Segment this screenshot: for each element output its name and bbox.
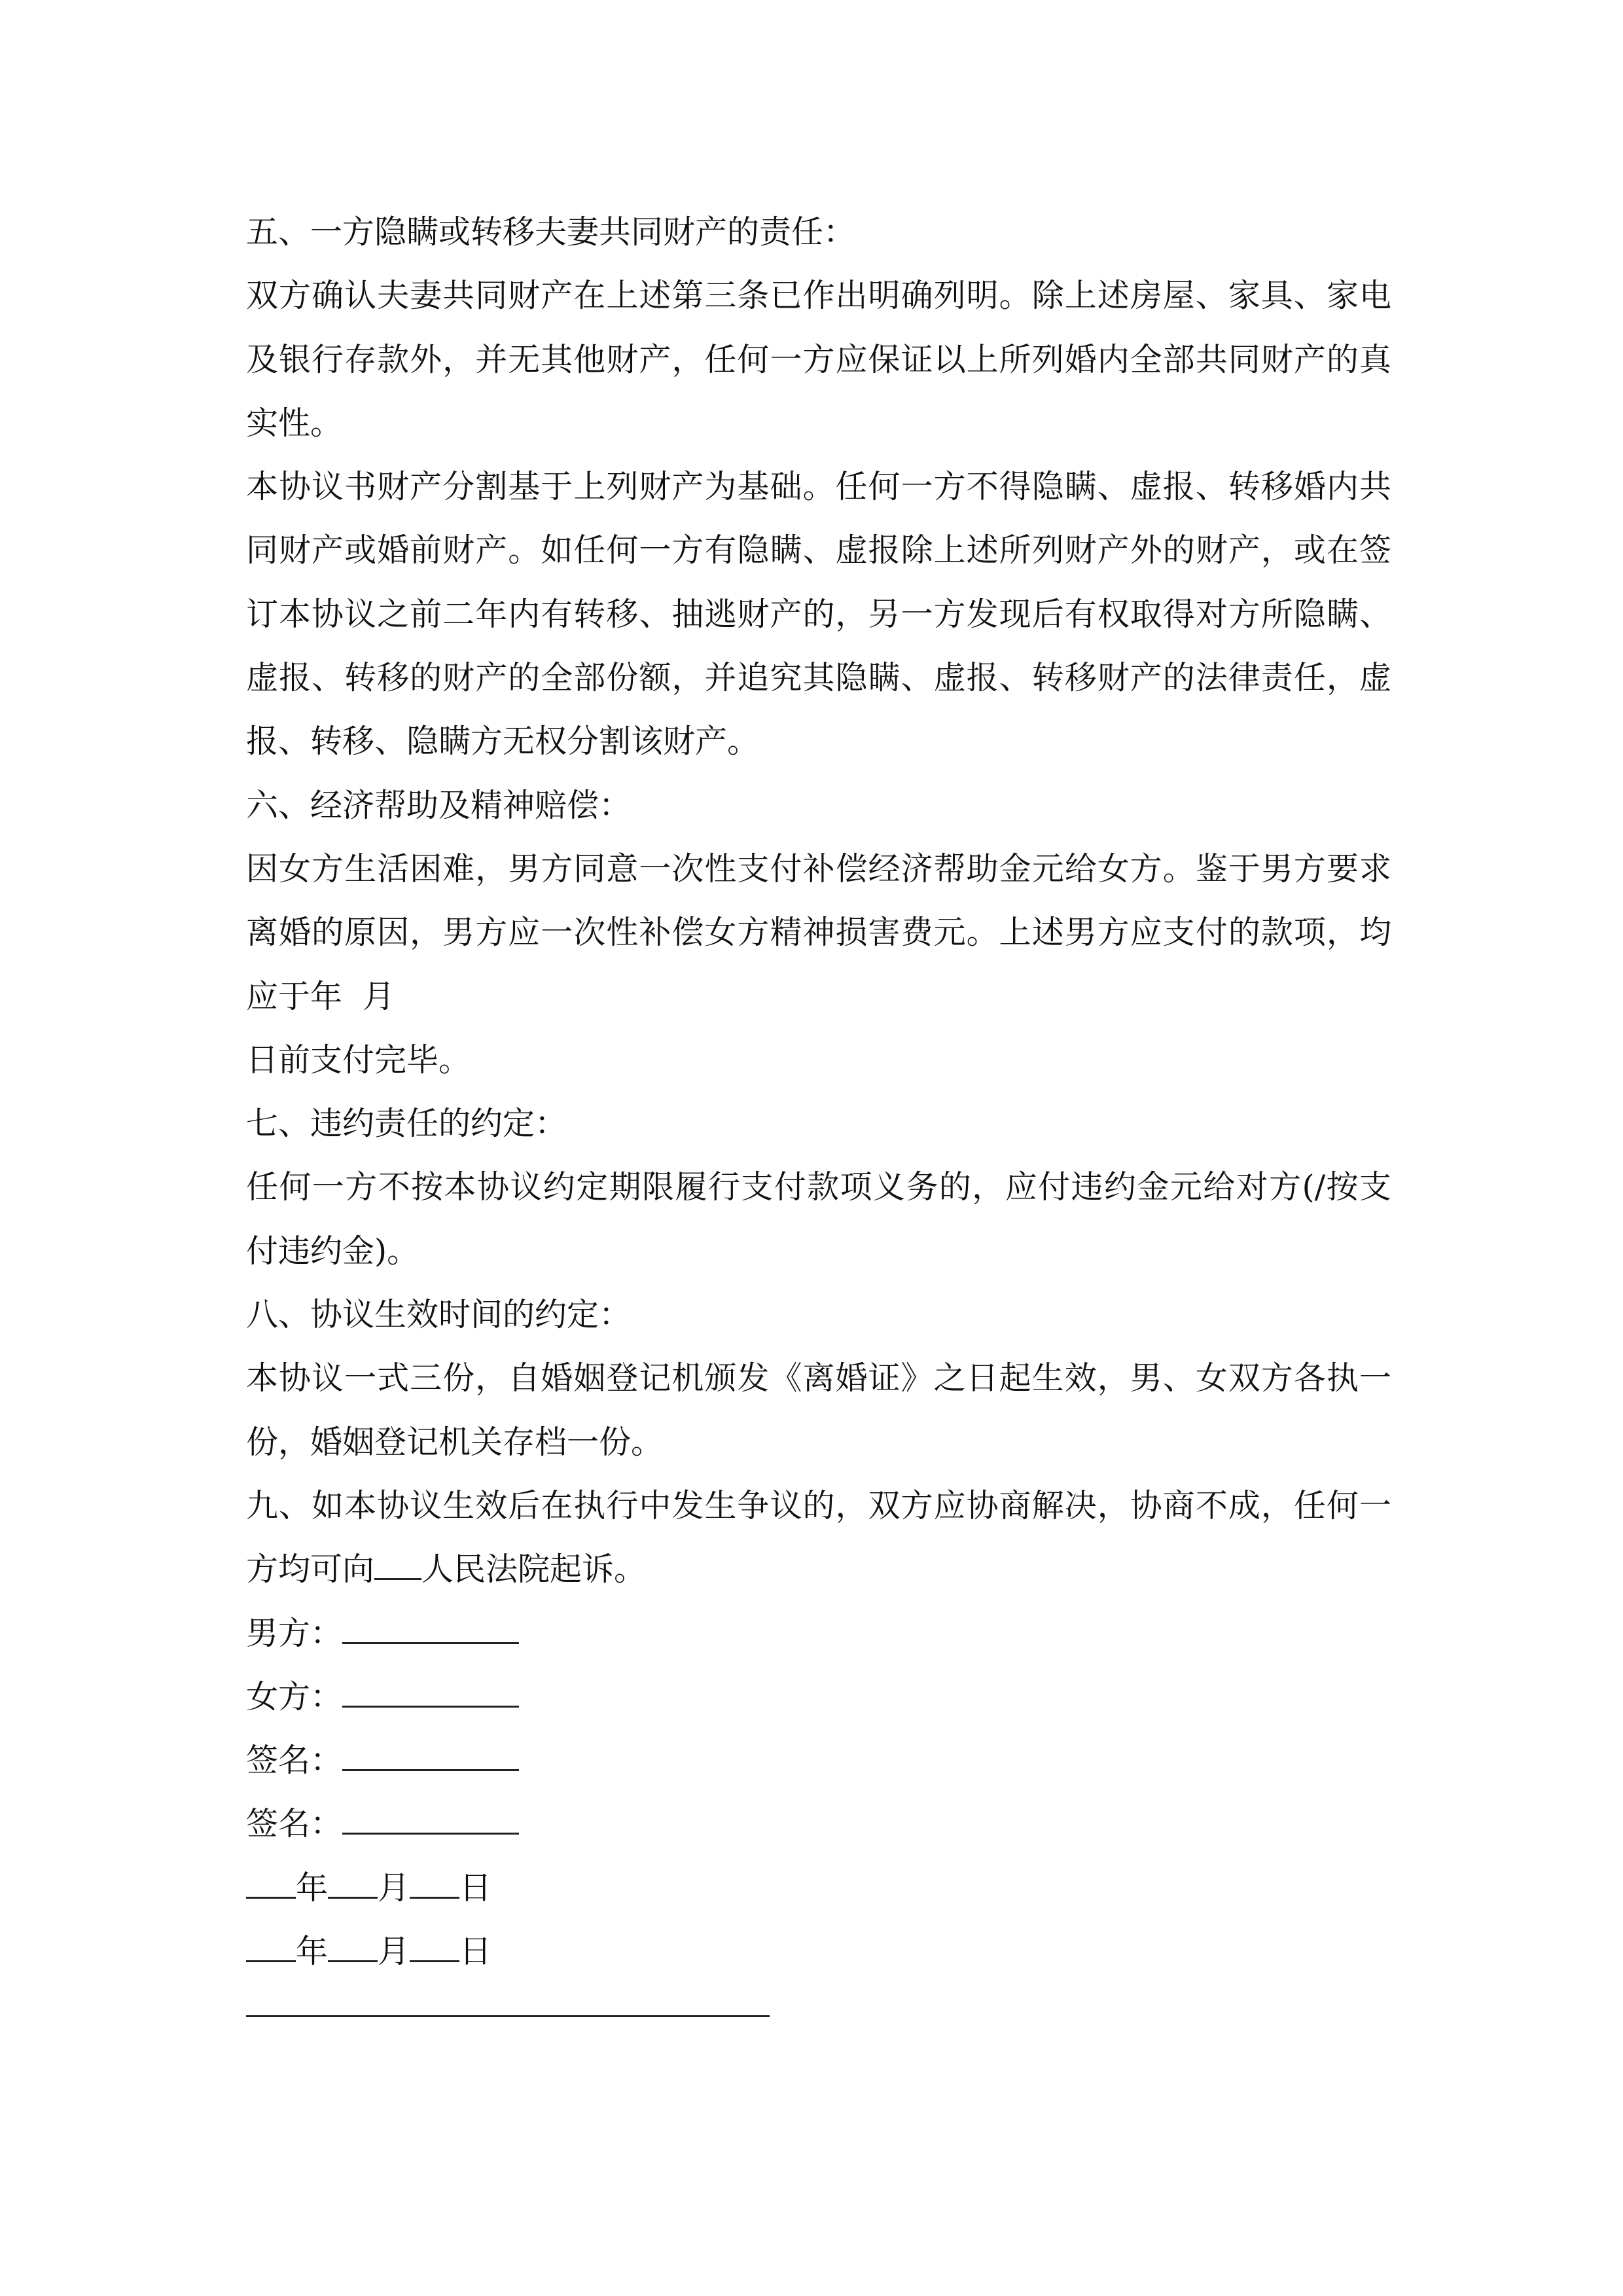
paragraph-line: 订本协议之前二年内有转移、抽逃财产的，另一方发现后有权取得对方所隐瞒、 <box>246 595 1391 633</box>
day-label: 日 <box>459 1933 492 1971</box>
paragraph-line: 离婚的原因，男方应一次性补偿女方精神损害费元。上述男方应支付的款项，均 <box>246 914 1391 952</box>
paragraph-line: 任何一方不按本协议约定期限履行支付款项义务的，应付违约金元给对方(/按支 <box>246 1168 1391 1206</box>
document-body <box>246 200 1391 1983</box>
date-row-2 <box>246 1920 1391 1983</box>
paragraph-line: 本协议一式三份，自婚姻登记机颁发《离婚证》之日起生效，男、女双方各执一 <box>246 1359 1391 1397</box>
paragraph-line: 实性。 <box>246 404 343 442</box>
day-blank <box>410 1922 459 1962</box>
paragraph-line: 份，婚姻登记机关存档一份。 <box>246 1423 664 1461</box>
signature-row-woman <box>246 1665 1391 1729</box>
paragraph-line: 本协议书财产分割基于上列财产为基础。任何一方不得隐瞒、虚报、转移婚内共 <box>246 468 1391 506</box>
paragraph-line: 付违约金)。 <box>246 1232 419 1270</box>
section-five-heading: 五、一方隐瞒或转移夫妻共同财产的责任： <box>246 213 856 251</box>
day-label: 日 <box>459 1869 492 1907</box>
section-seven-heading: 七、违约责任的约定： <box>246 1105 567 1143</box>
year-blank <box>246 1859 296 1899</box>
section-nine-line: 九、如本协议生效后在执行中发生争议的，双方应协商解决，协商不成，任何一 <box>246 1486 1391 1524</box>
signature-blank <box>342 1604 519 1644</box>
court-blank <box>374 1540 421 1580</box>
paragraph-line: 双方确认夫妻共同财产在上述第三条已作出明确列明。除上述房屋、家具、家电 <box>246 277 1391 315</box>
court-line-after: 人民法院起诉。 <box>421 1551 647 1588</box>
month-label: 月 <box>378 1869 410 1907</box>
closing-rule <box>246 2015 770 2017</box>
month-blank <box>328 1859 378 1899</box>
paragraph-line: 虚报、转移的财产的全部份额，并追究其隐瞒、虚报、转移财产的法律责任，虚 <box>246 659 1391 697</box>
section-eight-heading: 八、协议生效时间的约定： <box>246 1296 632 1334</box>
paragraph-line: 日前支付完毕。 <box>246 1041 471 1079</box>
year-blank <box>246 1922 296 1962</box>
signature-blank <box>342 1795 519 1835</box>
year-label: 年 <box>296 1869 329 1907</box>
paragraph-line: 同财产或婚前财产。如任何一方有隐瞒、虚报除上述所列财产外的财产，或在签 <box>246 531 1391 569</box>
signature-blank <box>342 1668 519 1708</box>
signature-row-man <box>246 1602 1391 1665</box>
date-row-1 <box>246 1856 1391 1920</box>
paragraph-line: 及银行存款外，并无其他财产，任何一方应保证以上所列婚内全部共同财产的真 <box>246 340 1391 378</box>
month-label: 月 <box>378 1933 410 1971</box>
court-line-before: 方均可向 <box>246 1551 375 1588</box>
paragraph-line: 因女方生活困难，男方同意一次性支付补偿经济帮助金元给女方。鉴于男方要求 <box>246 850 1391 888</box>
signature-row-sign-1 <box>246 1729 1391 1792</box>
signature-blank <box>342 1731 519 1771</box>
year-label: 年 <box>296 1933 329 1971</box>
signature-label: 男方： <box>246 1614 343 1652</box>
paragraph-line: 报、转移、隐瞒方无权分割该财产。 <box>246 723 760 761</box>
signature-label: 女方： <box>246 1677 343 1715</box>
court-line <box>246 1537 1391 1601</box>
paragraph-line: 应于年 月 <box>246 977 395 1015</box>
day-blank <box>410 1859 459 1899</box>
signature-row-sign-2 <box>246 1792 1391 1856</box>
signature-label: 签名： <box>246 1742 343 1780</box>
signature-label: 签名： <box>246 1805 343 1843</box>
section-six-heading: 六、经济帮助及精神赔偿： <box>246 786 632 824</box>
month-blank <box>328 1922 378 1962</box>
